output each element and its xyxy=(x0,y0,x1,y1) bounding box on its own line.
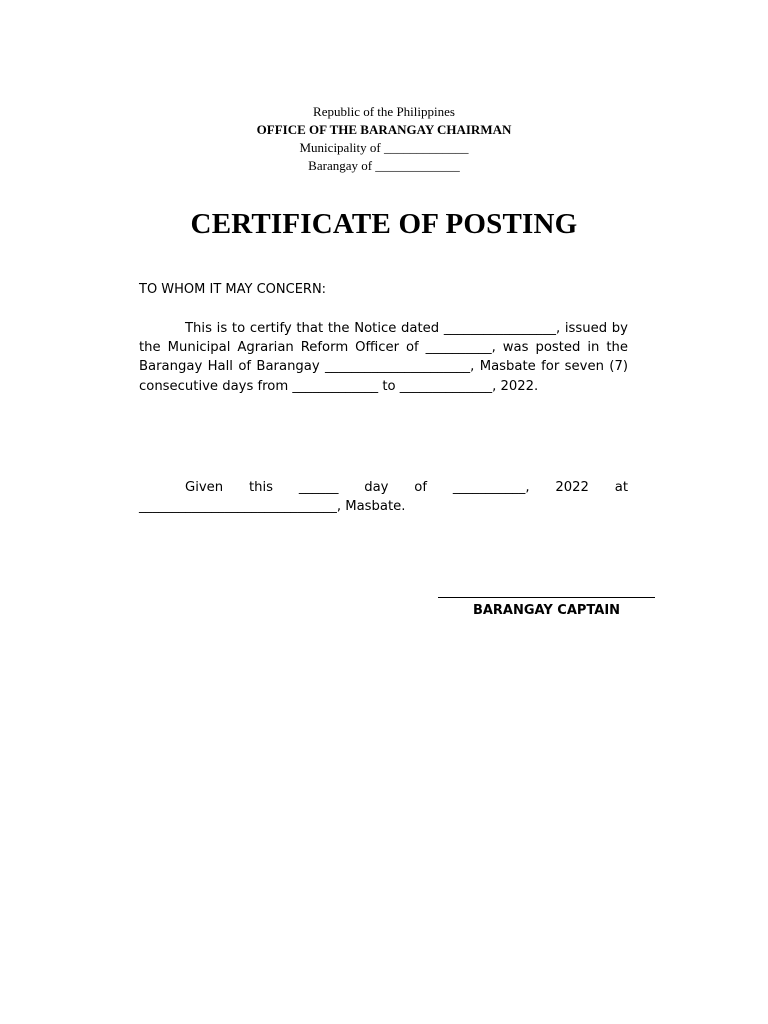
signature-label: BARANGAY CAPTAIN xyxy=(472,603,621,618)
header-barangay: Barangay of _____________ xyxy=(308,158,460,173)
salutation: TO WHOM IT MAY CONCERN: xyxy=(139,282,327,297)
given-paragraph xyxy=(139,478,628,516)
header-republic: Republic of the Philippines xyxy=(313,104,455,119)
signature-line xyxy=(438,597,655,598)
header-office: OFFICE OF THE BARANGAY CHAIRMAN xyxy=(256,122,512,137)
given-text: Given this ______ day of ___________, 2022 at ______________________________, Masbate. xyxy=(139,480,628,515)
certification-paragraph xyxy=(139,319,628,396)
letterhead xyxy=(0,103,768,175)
document-title: CERTIFICATE OF POSTING xyxy=(190,208,578,240)
header-municipality: Municipality of _____________ xyxy=(299,140,469,155)
certification-text: This is to certify that the Notice dated _________________, issued by the Municipal Agrarian Reform Officer of __________, was posted in the Barangay Hall of Barangay ______________________, Masbate for seven (7) consecutive days from _____________ to ______________, 2022. xyxy=(139,321,628,394)
